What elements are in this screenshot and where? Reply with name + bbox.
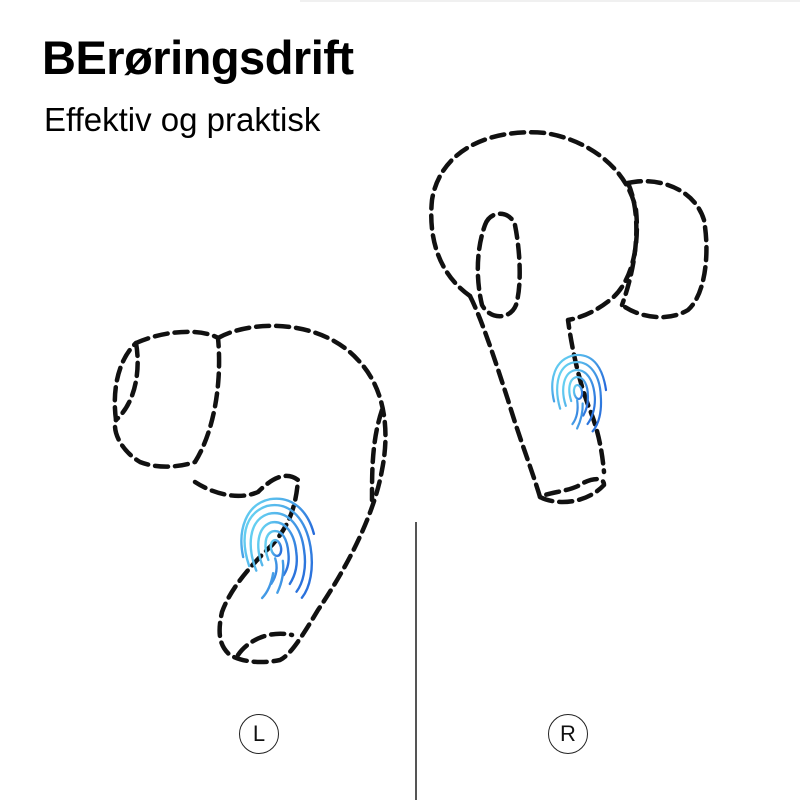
- right-touch-zone: [548, 351, 612, 436]
- fingerprint-icon: [548, 351, 612, 436]
- center-divider: [415, 522, 417, 800]
- left-touch-zone: [233, 492, 327, 608]
- right-side-badge: R: [548, 714, 588, 754]
- left-earbud-outline: [115, 326, 386, 662]
- fingerprint-icon: [233, 492, 327, 608]
- page-title: BErøringsdrift: [42, 31, 354, 84]
- left-side-badge: L: [239, 714, 279, 754]
- page-subtitle: Effektiv og praktisk: [44, 101, 321, 138]
- right-earbud-outline: [431, 132, 706, 502]
